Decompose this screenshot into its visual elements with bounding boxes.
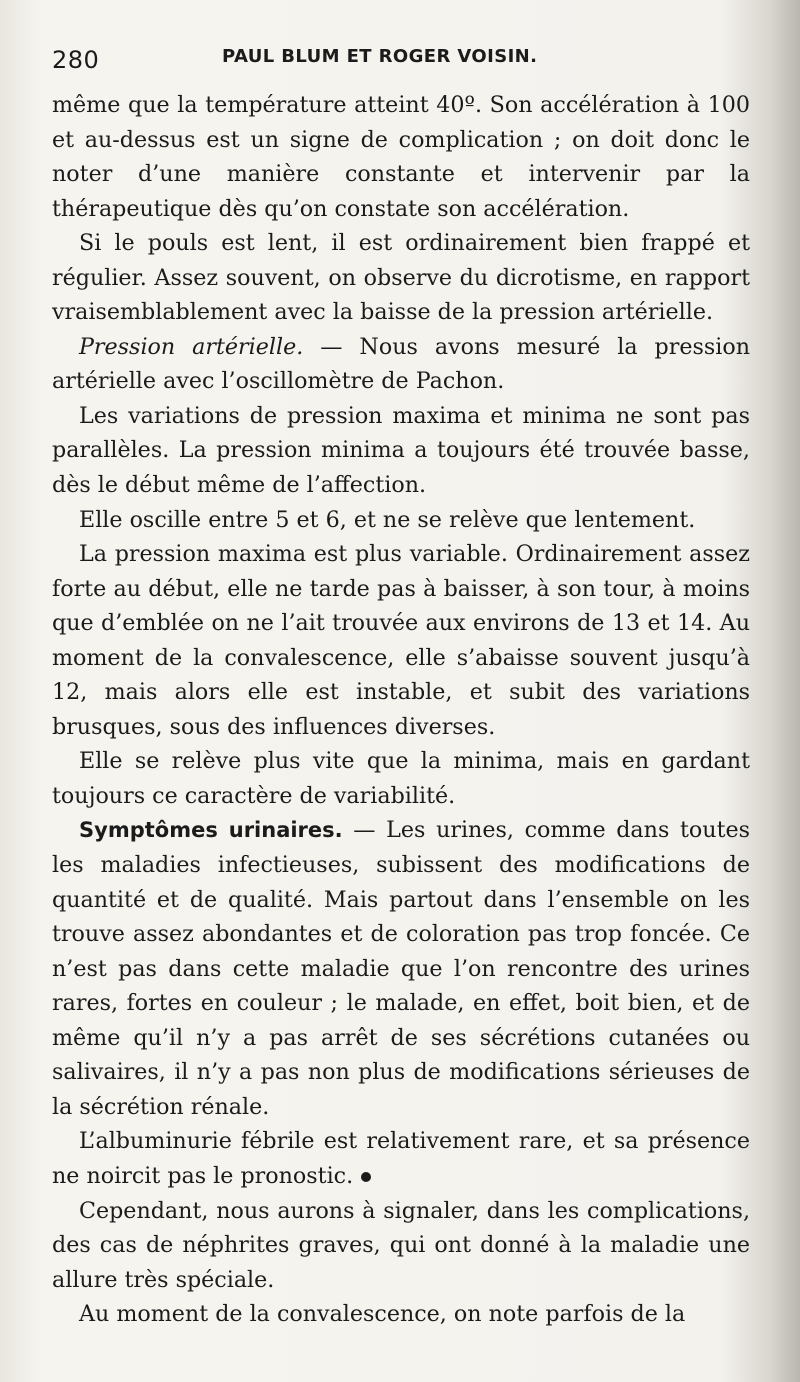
paragraph-1: même que la température atteint 40º. Son accélération à 100 et au-dessus est un signe de complication ; on doit donc le noter d’une manière constante et intervenir par la thérapeutique dès qu’on constate son accélération. <box>52 92 750 222</box>
paragraph-8 <box>52 813 750 1124</box>
section-heading-symptomes-urinaires: Symptômes urinaires. <box>79 818 343 843</box>
running-head: PAUL BLUM ET ROGER VOISIN. <box>222 46 538 67</box>
paragraph-9 <box>52 1124 750 1193</box>
paragraph-11: Au moment de la convalescence, on note parfois de la <box>79 1301 686 1328</box>
paragraph-6: La pression maxima est plus variable. Ordinairement assez forte au début, elle ne tarde pas à baisser, à son tour, à moins que d’emblée on ne l’ait trouvée aux environs de 13 et 14. Au moment de la convalescence, elle s’abaisse souvent jusqu’à 12, mais alors elle est instable, et subit des variations brusques, sous des influences diverses. <box>52 541 750 740</box>
paragraph-3-text: — Nous avons mesuré la pression artérielle avec l’oscillomètre de Pachon. <box>52 333 750 395</box>
paragraph-7: Elle se relève plus vite que la minima, mais en gardant toujours ce caractère de variabilité. <box>52 748 750 809</box>
paragraph-8-text: — Les urines, comme dans toutes les maladies infectieuses, subissent des modifications de quantité et de qualité. Mais partout dans l’ensemble on les trouve assez abondantes et de coloration pas trop foncée. Ce n’est pas dans cette maladie que l’on rencontre des urines rares, fortes en couleur ; le malade, en effet, boit bien, et de même qu’il n’y a pas arrêt de ses sécrétions cutanées ou salivaires, il n’y a pas non plus de modifications sérieuses de la sécrétion rénale. <box>52 817 750 1120</box>
paragraph-5: Elle oscille entre 5 et 6, et ne se relève que lentement. <box>79 506 696 533</box>
page-number: 280 <box>52 46 100 74</box>
bullet-mark-icon <box>361 1172 371 1182</box>
paragraph-3 <box>52 330 750 399</box>
page-header <box>0 40 800 80</box>
paragraph-2: Si le pouls est lent, il est ordinairement bien frappé et régulier. Assez souvent, on observe du dicrotisme, en rapport vraisemblablement avec la baisse de la pression artérielle. <box>52 230 750 326</box>
paragraph-4: Les variations de pression maxima et minima ne sont pas parallèles. La pression minima a toujours été trouvée basse, dès le début même de l’affection. <box>52 402 750 499</box>
subheading-pression-arterielle: Pression artérielle. <box>79 333 304 360</box>
paragraph-10: Cependant, nous aurons à signaler, dans les complications, des cas de néphrites graves, qui ont donné à la maladie une allure très spéciale. <box>52 1197 750 1293</box>
body-text <box>52 88 750 1332</box>
paragraph-9-text: L’albuminurie fébrile est relativement rare, et sa présence ne noircit pas le pronostic. <box>52 1128 750 1189</box>
